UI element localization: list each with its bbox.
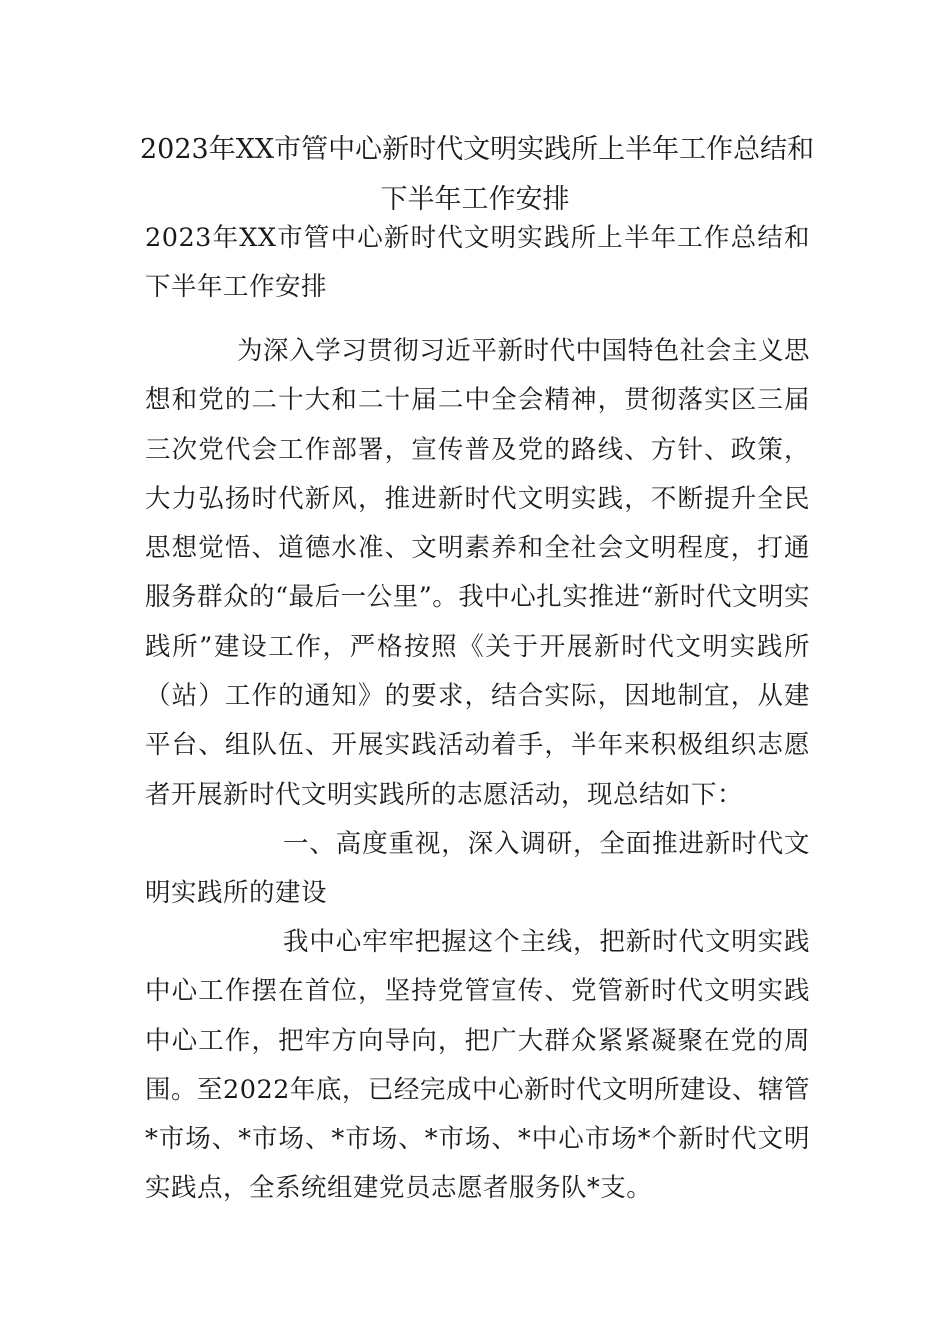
paragraph-section-1: 我中心牢牢把握这个主线，把新时代文明实践中心工作摆在首位，坚持党管宣传、党管新时代文明实践中心工作，把牢方向导向，把广大群众紧紧凝聚在党的周围。至2022年底，已经完成中心新时代文明所建设、辖管*市场、*市场、*市场、*市场、*中心市场*个新时代文明实践点，全系统组建党员志愿者服务队*支。 [145,927,810,1204]
paragraph-intro: 为深入学习贯彻习近平新时代中国特色社会主义思想和党的二十大和二十届二中全会精神，贯彻落实区三届三次党代会工作部署，宣传普及党的路线、方针、政策，大力弘扬时代新风，推进新时代文明实践，不断提升全民思想觉悟、道德水准、文明素养和全社会文明程度，打通服务群众的“最后一公里”。我中心扎实推进“新时代文明实践所”建设工作，严格按照《关于开展新时代文明实践所（站）工作的通知》的要求，结合实际，因地制宜，从建平台、组队伍、开展实践活动着手，半年来积极组织志愿者开展新时代文明实践所的志愿活动，现总结如下： [145,336,810,810]
body-heading: 2023年XX市管中心新时代文明实践所上半年工作总结和下半年工作安排 [145,223,810,303]
document-title-line-2: 下半年工作安排 [380,184,570,215]
section-heading-1: 一、高度重视，深入调研，全面推进新时代文明实践所的建设 [145,829,810,909]
document-title-line-1: 2023年XX市管中心新时代文明实践所上半年工作总结和 [140,134,815,165]
